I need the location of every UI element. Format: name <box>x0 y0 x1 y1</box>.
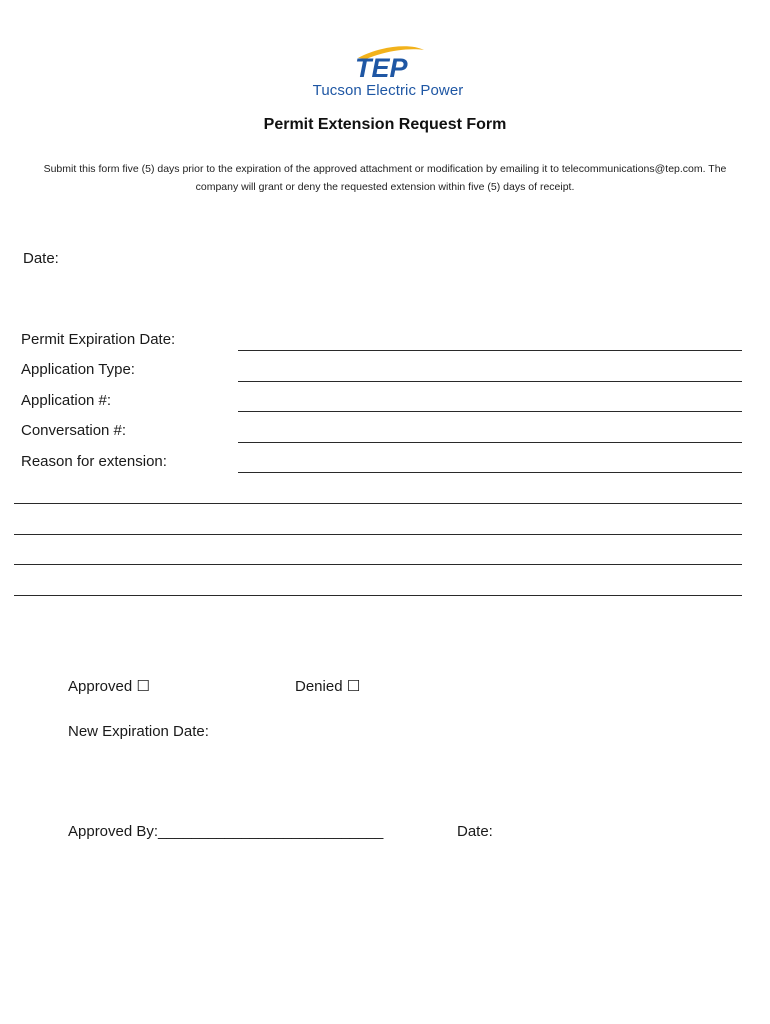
new-expiration-date-label: New Expiration Date: <box>68 723 209 740</box>
approved-checkbox[interactable]: ☐ <box>136 677 150 695</box>
denied-label: Denied <box>295 678 343 695</box>
approved-option[interactable] <box>68 677 150 695</box>
reason-continuation-line[interactable] <box>14 534 742 535</box>
form-instructions: Submit this form five (5) days prior to the expiration of the approved attachment or modification by emailing it to telecommunications@tep.com. The company will grant or deny the requested extension within five (5) days of receipt. <box>43 163 727 193</box>
reason-continuation-line[interactable] <box>14 503 742 504</box>
application-type-line[interactable] <box>238 381 742 382</box>
tep-logo <box>300 44 470 102</box>
form-title: Permit Extension Request Form <box>263 116 507 133</box>
svg-text:TEP: TEP <box>355 53 408 83</box>
denied-checkbox[interactable]: ☐ <box>346 677 361 695</box>
tep-logo-mark <box>300 44 470 84</box>
logo-subtitle: Tucson Electric Power <box>312 82 464 99</box>
approved-by-label: Approved By:___________________________ <box>68 823 384 840</box>
application-number-line[interactable] <box>238 411 742 412</box>
reason-continuation-line[interactable] <box>14 564 742 565</box>
approved-label: Approved <box>68 678 133 695</box>
reason-for-extension-label: Reason for extension: <box>21 453 167 470</box>
denied-option[interactable] <box>295 677 360 695</box>
reason-continuation-line[interactable] <box>14 595 742 596</box>
permit-expiration-date-line[interactable] <box>238 350 742 351</box>
approval-date-label: Date: <box>457 823 493 840</box>
conversation-number-label: Conversation #: <box>21 422 127 439</box>
application-number-label: Application #: <box>21 392 112 409</box>
permit-expiration-date-label: Permit Expiration Date: <box>21 331 176 348</box>
date-label: Date: <box>23 250 59 267</box>
reason-for-extension-line[interactable] <box>238 472 742 473</box>
application-type-label: Application Type: <box>21 361 135 378</box>
conversation-number-line[interactable] <box>238 442 742 443</box>
